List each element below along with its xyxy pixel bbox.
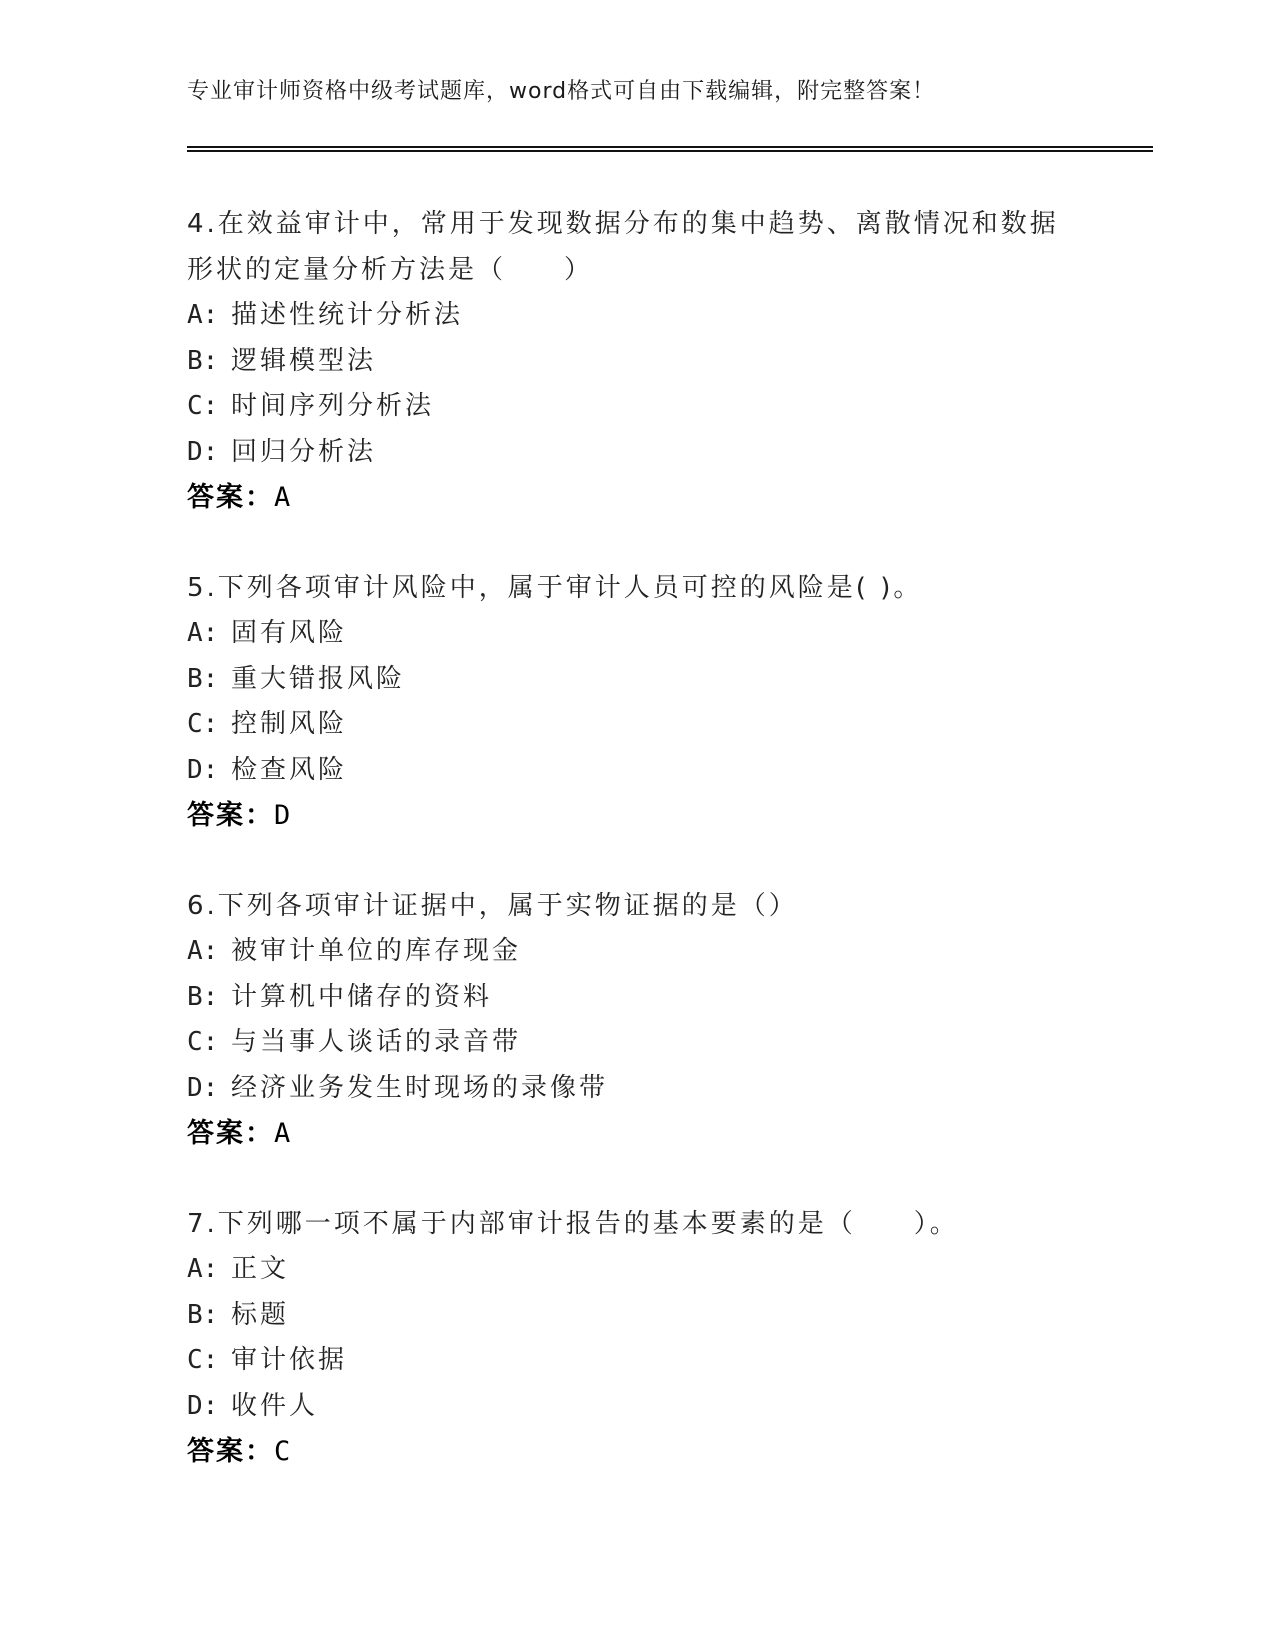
option-c (187, 1338, 1087, 1384)
answer-value: C (274, 1436, 293, 1467)
option-d (187, 430, 1087, 476)
question-list (187, 202, 1087, 1475)
question-text: 7.下列哪一项不属于内部审计报告的基本要素的是（ ）。 (187, 1208, 959, 1239)
option-c (187, 1020, 1087, 1066)
question-4 (187, 202, 1087, 521)
answer-value: A (274, 482, 293, 513)
question-5 (187, 566, 1087, 839)
option-text: 标题 (231, 1299, 290, 1330)
option-c (187, 702, 1087, 748)
option-c (187, 384, 1087, 430)
option-letter: C: (187, 1027, 219, 1057)
option-text: 固有风险 (231, 618, 348, 648)
option-text: 被审计单位的库存现金 (231, 936, 522, 966)
option-b (187, 1293, 1087, 1339)
option-text: 经济业务发生时现场的录像带 (231, 1072, 609, 1103)
option-letter: A: (187, 300, 219, 330)
option-letter: B: (187, 981, 219, 1012)
answer-label: 答案： (187, 800, 274, 831)
option-letter: B: (187, 345, 219, 376)
option-d (187, 748, 1087, 794)
option-text: 控制风险 (231, 709, 348, 739)
option-letter: C: (187, 391, 219, 421)
option-b (187, 975, 1087, 1021)
question-6 (187, 884, 1087, 1157)
option-text: 正文 (231, 1254, 290, 1284)
option-text: 描述性统计分析法 (231, 300, 464, 330)
option-letter: D: (187, 1390, 219, 1421)
option-d (187, 1066, 1087, 1112)
option-text: 检查风险 (231, 754, 348, 785)
option-text: 重大错报风险 (231, 663, 406, 694)
answer-label: 答案： (187, 1118, 274, 1149)
option-a (187, 611, 1087, 657)
answer-value: A (274, 1118, 293, 1149)
option-letter: D: (187, 1072, 219, 1103)
answer-line (187, 1111, 1087, 1157)
option-letter: D: (187, 754, 219, 785)
question-text: 5.下列各项审计风险中，属于审计人员可控的风险是( )。 (187, 572, 923, 603)
option-a (187, 1247, 1087, 1293)
question-text: 4.在效益审计中，常用于发现数据分布的集中趋势、离散情况和数据形状的定量分析方法是（ ） (187, 209, 1059, 285)
option-letter: A: (187, 618, 219, 648)
question-text: 6.下列各项审计证据中，属于实物证据的是（） (187, 890, 798, 921)
option-a (187, 929, 1087, 975)
option-text: 与当事人谈话的录音带 (231, 1027, 522, 1057)
option-text: 时间序列分析法 (231, 391, 435, 421)
option-text: 回归分析法 (231, 436, 377, 467)
option-text: 计算机中储存的资料 (231, 981, 493, 1012)
option-letter: C: (187, 1345, 219, 1375)
option-b (187, 657, 1087, 703)
option-text: 逻辑模型法 (231, 345, 377, 376)
answer-label: 答案： (187, 482, 274, 513)
page-header: 专业审计师资格中级考试题库，word格式可自由下载编辑，附完整答案！ (187, 79, 936, 104)
header-divider (187, 146, 1153, 152)
answer-line (187, 475, 1087, 521)
option-letter: D: (187, 436, 219, 467)
answer-line (187, 1429, 1087, 1475)
option-letter: B: (187, 1299, 219, 1330)
option-text: 审计依据 (231, 1345, 348, 1375)
option-d (187, 1384, 1087, 1430)
question-7 (187, 1202, 1087, 1475)
option-letter: A: (187, 1254, 219, 1284)
option-b (187, 339, 1087, 385)
option-letter: A: (187, 936, 219, 966)
answer-value: D (274, 800, 293, 831)
answer-line (187, 793, 1087, 839)
option-letter: B: (187, 663, 219, 694)
answer-label: 答案： (187, 1436, 274, 1467)
option-text: 收件人 (231, 1390, 319, 1421)
option-letter: C: (187, 709, 219, 739)
option-a (187, 293, 1087, 339)
